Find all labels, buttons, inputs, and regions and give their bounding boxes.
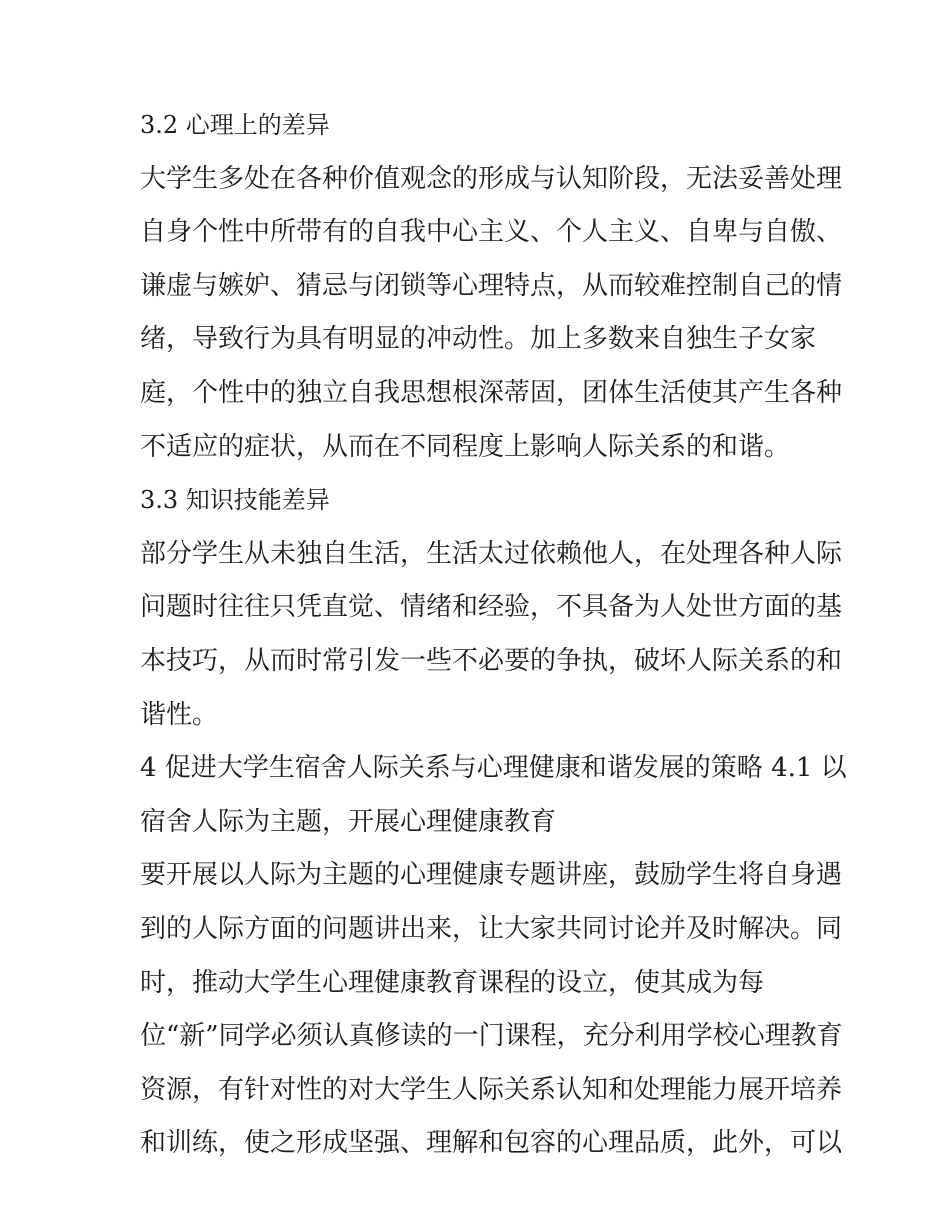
section-heading-4-1: 宿舍人际为主题，开展心理健康教育 bbox=[140, 806, 557, 837]
paragraph-line: 要开展以人际为主题的心理健康专题讲座，鼓励学生将自身遇 bbox=[140, 860, 843, 891]
paragraph-line: 谦虚与嫉妒、猜忌与闭锁等心理特点，从而较难控制自己的情 bbox=[140, 270, 843, 301]
paragraph-line: 位“新”同学必须认真修读的一门课程，充分利用学校心理教育 bbox=[140, 1021, 843, 1052]
document-page bbox=[140, 108, 847, 1180]
paragraph-line: 本技巧，从而时常引发一些不必要的争执，破坏人际关系的和 bbox=[140, 645, 843, 676]
paragraph-line: 到的人际方面的问题讲出来，让大家共同讨论并及时解决。同 bbox=[140, 913, 843, 944]
paragraph-line: 绪，导致行为具有明显的冲动性。加上多数来自独生子女家 bbox=[140, 324, 817, 355]
paragraph-line: 部分学生从未独自生活，生活太过依赖他人，在处理各种人际 bbox=[140, 538, 843, 569]
paragraph-line: 和训练，使之形成坚强、理解和包容的心理品质，此外，可以 bbox=[140, 1128, 843, 1159]
paragraph-line: 资源，有针对性的对大学生人际关系认知和处理能力展开培养 bbox=[140, 1074, 843, 1105]
section-heading-3-2: 3.2 心理上的差异 bbox=[140, 111, 330, 139]
section-heading-4: 4 促进大学生宿舍人际关系与心理健康和谐发展的策略 4.1 以 bbox=[140, 753, 847, 784]
paragraph-line: 谐性。 bbox=[140, 699, 219, 730]
paragraph-line: 不适应的症状，从而在不同程度上影响人际关系的和谐。 bbox=[140, 431, 791, 462]
paragraph-line: 大学生多处在各种价值观念的形成与认知阶段，无法妥善处理 bbox=[140, 163, 843, 194]
paragraph-line: 庭，个性中的独立自我思想根深蒂固，团体生活使其产生各种 bbox=[140, 377, 843, 408]
section-heading-3-3: 3.3 知识技能差异 bbox=[140, 486, 330, 515]
paragraph-line: 自身个性中所带有的自我中心主义、个人主义、自卑与自傲、 bbox=[140, 217, 843, 248]
paragraph-line: 问题时往往只凭直觉、情绪和经验，不具备为人处世方面的基 bbox=[140, 592, 843, 623]
paragraph-line: 时，推动大学生心理健康教育课程的设立，使其成为每 bbox=[140, 967, 765, 998]
